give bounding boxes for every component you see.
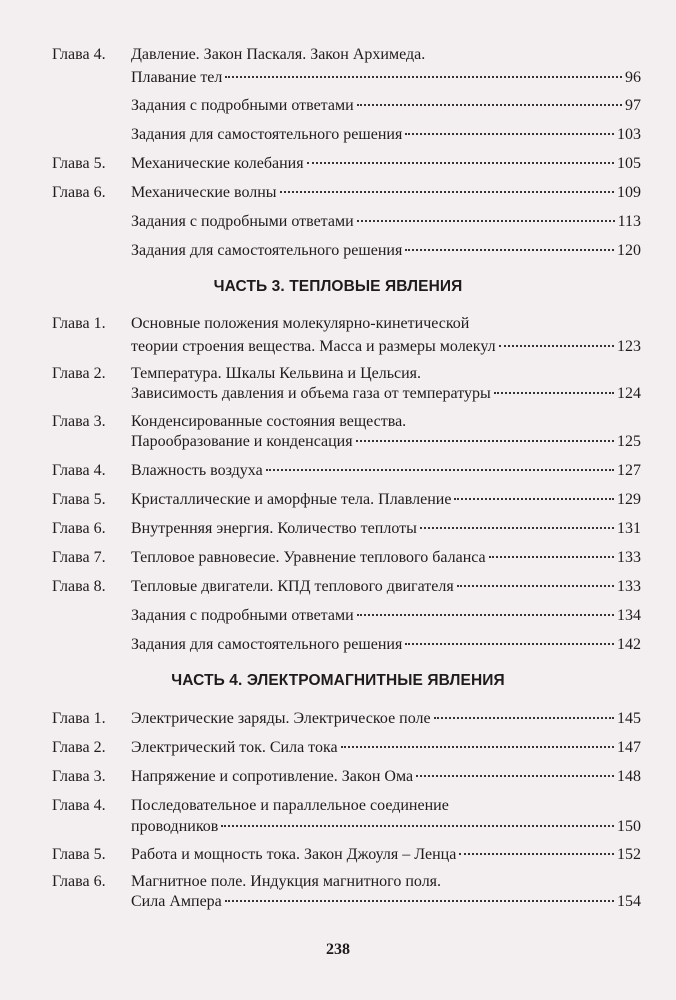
dot-leader — [357, 220, 615, 222]
entry-page: 150 — [617, 818, 641, 835]
chapter-label: Глава 1. — [52, 710, 106, 727]
entry-title: Парообразование и конденсация — [131, 433, 353, 450]
chapter-label: Глава 6. — [52, 873, 106, 890]
entry-title: Напряжение и сопротивление. Закон Ома — [131, 768, 414, 785]
entry-page: 134 — [617, 607, 641, 624]
entry-page: 97 — [625, 97, 641, 114]
dot-leader — [341, 746, 614, 748]
toc-entry — [131, 184, 641, 204]
entry-page: 154 — [617, 893, 641, 910]
dot-leader — [489, 556, 614, 558]
entry-title-line1: Основные положения молекулярно-кинетической — [131, 315, 470, 332]
entry-title: проводников — [131, 818, 219, 835]
entry-title: Задания с подробными ответами — [131, 213, 354, 230]
toc-entry — [131, 636, 641, 656]
entry-title: Механические волны — [131, 184, 277, 201]
entry-page: 109 — [617, 184, 641, 201]
dot-leader — [405, 249, 614, 251]
entry-title: Сила Ампера — [131, 893, 222, 910]
dot-leader — [416, 775, 614, 777]
toc-entry — [131, 385, 641, 405]
entry-page: 131 — [617, 520, 641, 537]
toc-entry — [131, 462, 641, 482]
entry-page: 125 — [617, 433, 641, 450]
entry-title: Кристаллические и аморфные тела. Плавление — [131, 491, 452, 508]
entry-page: 145 — [617, 710, 641, 727]
dot-leader — [266, 469, 614, 471]
entry-title: Тепловые двигатели. КПД теплового двигателя — [131, 578, 454, 595]
chapter-label: Глава 8. — [52, 578, 106, 595]
dot-leader — [454, 498, 614, 500]
toc-entry — [131, 768, 641, 788]
dot-leader — [457, 585, 614, 587]
toc-entry — [131, 739, 641, 759]
dot-leader — [356, 440, 614, 442]
chapter-label: Глава 3. — [52, 768, 106, 785]
chapter-label: Глава 3. — [52, 413, 106, 430]
chapter-label: Глава 4. — [52, 797, 106, 814]
entry-page: 120 — [617, 242, 641, 259]
toc-entry — [131, 818, 641, 838]
chapter-label: Глава 6. — [52, 184, 106, 201]
chapter-label: Глава 5. — [52, 155, 106, 172]
entry-title: Электрический ток. Сила тока — [131, 739, 338, 756]
chapter-label: Глава 1. — [52, 315, 106, 332]
entry-title: Задания для самостоятельного решения — [131, 242, 403, 259]
dot-leader — [221, 825, 614, 827]
entry-title: Внутренняя энергия. Количество теплоты — [131, 520, 417, 537]
chapter-label: Глава 2. — [52, 365, 106, 382]
entry-title-line1: Давление. Закон Паскаля. Закон Архимеда. — [131, 46, 426, 63]
dot-leader — [405, 133, 614, 135]
entry-title: Задания с подробными ответами — [131, 97, 354, 114]
toc-entry — [131, 846, 641, 866]
dot-leader — [405, 643, 614, 645]
dot-leader — [494, 392, 614, 394]
dot-leader — [307, 162, 614, 164]
entry-page: 124 — [617, 385, 641, 402]
entry-page: 96 — [625, 69, 641, 86]
toc-entry — [131, 893, 641, 913]
dot-leader — [280, 191, 614, 193]
page-number: 238 — [326, 941, 350, 958]
dot-leader — [357, 104, 622, 106]
dot-leader — [420, 527, 614, 529]
entry-title: Зависимость давления и объема газа от температуры — [131, 385, 491, 402]
chapter-label: Глава 5. — [52, 846, 106, 863]
toc-entry — [131, 710, 641, 730]
entry-page: 129 — [617, 491, 641, 508]
chapter-label: Глава 2. — [52, 739, 106, 756]
entry-title-line1: Конденсированные состояния вещества. — [131, 413, 407, 430]
entry-title: Электрические заряды. Электрическое поле — [131, 710, 431, 727]
entry-page: 133 — [617, 578, 641, 595]
chapter-label: Глава 4. — [52, 46, 106, 63]
toc-entry — [131, 242, 641, 262]
toc-entry — [131, 126, 641, 146]
entry-page: 105 — [617, 155, 641, 172]
toc-entry — [131, 520, 641, 540]
toc-entry — [131, 69, 641, 89]
toc-entry — [131, 338, 641, 358]
entry-title-line1: Последовательное и параллельное соединение — [131, 797, 449, 814]
toc-entry — [131, 491, 641, 511]
entry-title: Задания для самостоятельного решения — [131, 636, 403, 653]
entry-title-line1: Магнитное поле. Индукция магнитного поля. — [131, 873, 442, 890]
entry-title: Задания с подробными ответами — [131, 607, 354, 624]
toc-entry — [131, 549, 641, 569]
dot-leader — [459, 853, 614, 855]
entry-page: 133 — [617, 549, 641, 566]
toc-entry — [131, 97, 641, 117]
entry-page: 127 — [617, 462, 641, 479]
entry-page: 113 — [617, 213, 641, 230]
entry-title: Работа и мощность тока. Закон Джоуля – Ленца — [131, 846, 457, 863]
toc-entry — [131, 433, 641, 453]
part-heading: ЧАСТЬ 4. ЭЛЕКТРОМАГНИТНЫЕ ЯВЛЕНИЯ — [171, 672, 505, 689]
toc-entry — [131, 155, 641, 175]
entry-page: 148 — [617, 768, 641, 785]
chapter-label: Глава 7. — [52, 549, 106, 566]
chapter-label: Глава 6. — [52, 520, 106, 537]
toc-entry — [131, 213, 641, 233]
dot-leader — [225, 900, 614, 902]
dot-leader — [225, 76, 622, 78]
dot-leader — [434, 717, 614, 719]
chapter-label: Глава 4. — [52, 462, 106, 479]
entry-page: 103 — [617, 126, 641, 143]
entry-title: Задания для самостоятельного решения — [131, 126, 403, 143]
entry-title: Механические колебания — [131, 155, 304, 172]
entry-title: теории строения вещества. Масса и размеры молекул — [131, 338, 496, 355]
entry-page: 123 — [617, 338, 641, 355]
entry-title: Тепловое равновесие. Уравнение теплового баланса — [131, 549, 486, 566]
toc-entry — [131, 607, 641, 627]
entry-title-line1: Температура. Шкалы Кельвина и Цельсия. — [131, 365, 422, 382]
dot-leader — [357, 614, 614, 616]
entry-title: Влажность воздуха — [131, 462, 263, 479]
entry-page: 152 — [617, 846, 641, 863]
dot-leader — [499, 345, 614, 347]
part-heading: ЧАСТЬ 3. ТЕПЛОВЫЕ ЯВЛЕНИЯ — [213, 278, 463, 295]
entry-title: Плавание тел — [131, 69, 223, 86]
entry-page: 142 — [617, 636, 641, 653]
toc-entry — [131, 578, 641, 598]
chapter-label: Глава 5. — [52, 491, 106, 508]
entry-page: 147 — [617, 739, 641, 756]
